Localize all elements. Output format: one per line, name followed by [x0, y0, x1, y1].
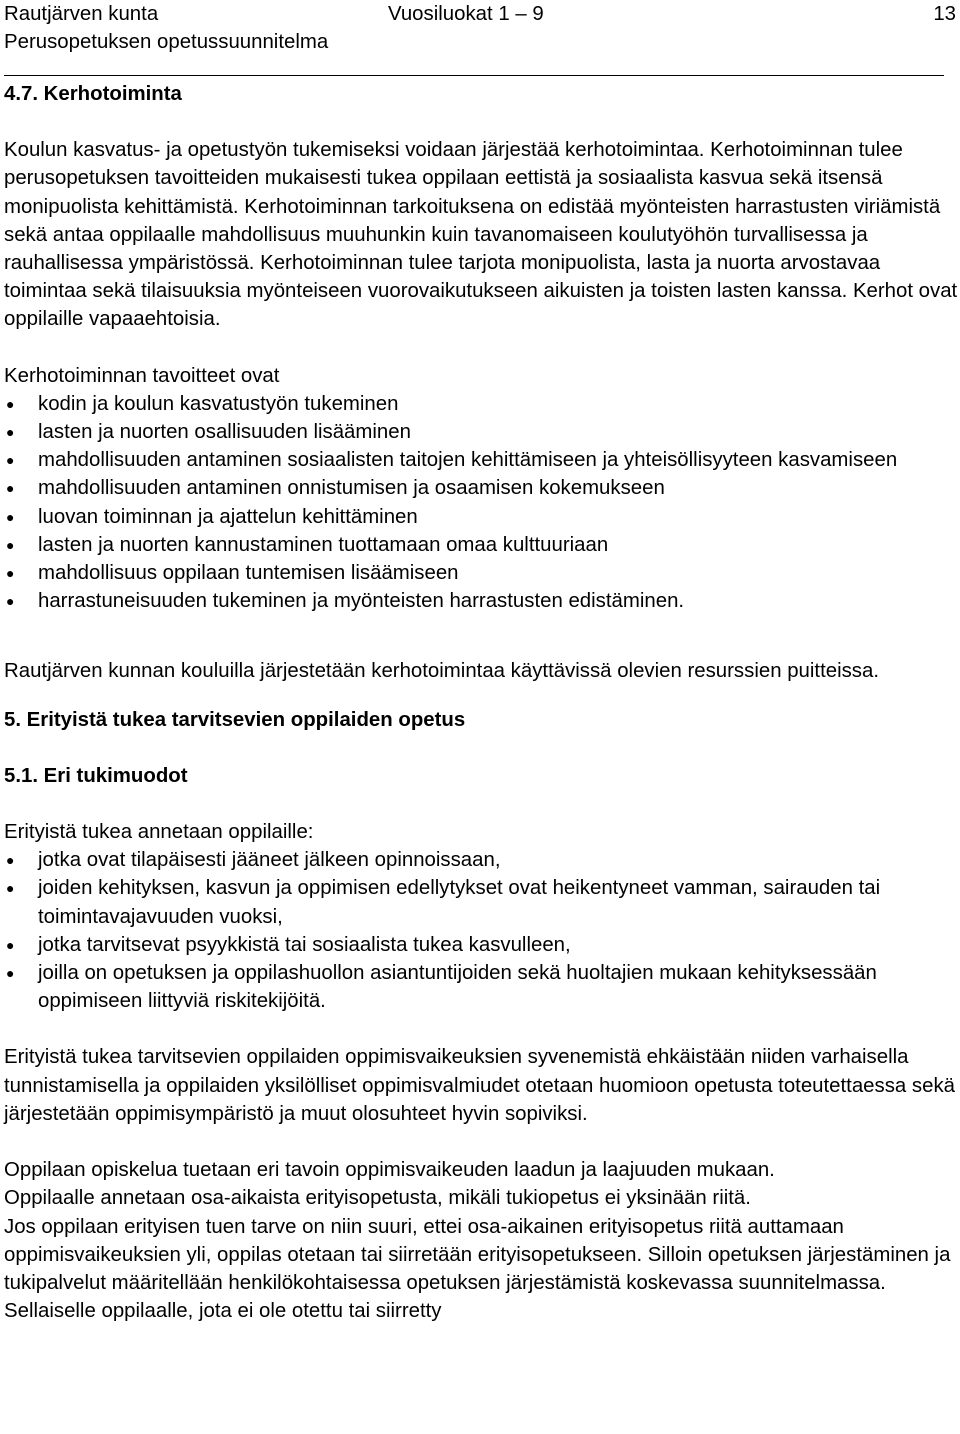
list-item-text: joiden kehityksen, kasvun ja oppimisen edellytykset ovat heikentyneet vamman, sairauden tai toimintavajavuuden vuoksi,: [38, 877, 881, 928]
list-item-text: kodin ja koulun kasvatustyön tukeminen: [38, 392, 399, 415]
spacer: [4, 615, 958, 657]
list-item: [4, 418, 958, 446]
header-left: [4, 0, 328, 56]
list-item: [4, 390, 958, 418]
bullet-icon: ●: [6, 424, 15, 441]
goals-list: [4, 390, 958, 616]
bullet-icon: ●: [6, 593, 15, 610]
list-item: [4, 587, 958, 615]
bullet-icon: ●: [6, 536, 15, 553]
list-item-text: harrastuneisuuden tukeminen ja myönteisten harrastusten edistäminen.: [38, 590, 685, 613]
list-item: [4, 846, 958, 874]
bullet-icon: ●: [6, 480, 15, 497]
bullet-icon: ●: [6, 880, 15, 897]
paragraph-intro: Koulun kasvatus- ja opetustyön tukemiseksi voidaan järjestää kerhotoimintaa. Kerhotoiminnan tulee perusopetuksen tavoitteiden mukaisesti tukea oppilaan eettistä ja sosiaalista kasvua sekä itsensä monipuolista kehittämistä. Kerhotoiminnan tarkoituksena on edistää myönteisten harrastusten viriämistä sekä antaa oppilaalle mahdollisuus muuhunkin kuin tavanomaiseen koulutyöhön turvallisessa ja rauhallisessa ympäristössä. Kerhotoiminnan tulee tarjota monipuolista, lasta ja nuorta arvostavaa toimintaa sekä tilaisuuksia myönteiseen vuorovaikutukseen aikuisten ja toisten lasten kanssa. Kerhot ovat oppilaille vapaaehtoisia.: [4, 139, 958, 331]
list-item-text: mahdollisuus oppilaan tuntemisen lisäämiseen: [38, 562, 459, 585]
list-item-text: lasten ja nuorten kannustaminen tuottamaan omaa kulttuuriaan: [38, 533, 609, 556]
document-page: [4, 0, 958, 1325]
header-plan-title: Perusopetuksen opetussuunnitelma: [4, 31, 329, 54]
bullet-icon: ●: [6, 452, 15, 469]
list-item-text: lasten ja nuorten osallisuuden lisääminen: [38, 421, 411, 444]
list-item: [4, 931, 958, 959]
bullet-icon: ●: [6, 395, 15, 412]
paragraph-support-forms: [4, 1156, 958, 1325]
page-number: 13: [933, 3, 956, 25]
spacer: [4, 686, 958, 706]
list-item: [4, 874, 958, 930]
paragraph-closing: Rautjärven kunnan kouluilla järjestetään kerhotoimintaa käyttävissä olevien resurssien puitteissa.: [4, 660, 880, 683]
paragraph-line: Oppilaan opiskelua tuetaan eri tavoin oppimisvaikeuden laadun ja laajuuden mukaan.: [4, 1159, 775, 1182]
paragraph-early-identification: Erityistä tukea tarvitsevien oppilaiden oppimisvaikeuksien syvenemistä ehkäistään niiden varhaisella tunnistamisella ja oppilaiden yksilölliset oppimisvalmiudet otetaan huomioon opetusta toteutettaessa sekä järjestetään oppimisympäristö ja muut olosuhteet hyvin sopiviksi.: [4, 1046, 955, 1125]
support-list: [4, 846, 958, 1015]
list-item: [4, 959, 958, 1015]
bullet-icon: ●: [6, 965, 15, 982]
list-item: [4, 559, 958, 587]
bullet-icon: ●: [6, 565, 15, 582]
bullet-icon: ●: [6, 936, 15, 953]
support-lead: Erityistä tukea annetaan oppilaille:: [4, 821, 314, 844]
page-header: [4, 0, 958, 80]
header-grades: Vuosiluokat 1 – 9: [388, 3, 544, 25]
list-item-text: mahdollisuuden antaminen onnistumisen ja osaamisen kokemukseen: [38, 477, 665, 500]
bullet-icon: ●: [6, 852, 15, 869]
section-heading-5-1: 5.1. Eri tukimuodot: [4, 764, 188, 787]
goals-lead: Kerhotoiminnan tavoitteet ovat: [4, 364, 280, 387]
header-rule: [4, 75, 944, 76]
spacer: [4, 734, 958, 762]
bullet-icon: ●: [6, 508, 15, 525]
paragraph-line: Oppilaalle annetaan osa-aikaista erityisopetusta, mikäli tukiopetus ei yksinään riitä.: [4, 1187, 751, 1210]
list-item-text: jotka ovat tilapäisesti jääneet jälkeen opinnoissaan,: [38, 849, 501, 872]
section-heading-4-7: 4.7. Kerhotoiminta: [4, 83, 182, 105]
section-heading-5: 5. Erityistä tukea tarvitsevien oppilaiden opetus: [4, 708, 466, 731]
list-item-text: luovan toiminnan ja ajattelun kehittäminen: [38, 505, 418, 528]
header-municipality: Rautjärven kunta: [4, 3, 159, 25]
list-item-text: jotka tarvitsevat psyykkistä tai sosiaalista tukea kasvulleen,: [38, 933, 571, 956]
list-item: [4, 531, 958, 559]
list-item-text: joilla on opetuksen ja oppilashuollon asiantuntijoiden sekä huoltajien mukaan kehityksessään oppimiseen liittyviä riskitekijöitä.: [38, 962, 877, 1013]
list-item: [4, 446, 958, 474]
list-item: [4, 474, 958, 502]
list-item: [4, 503, 958, 531]
paragraph-line: Jos oppilaan erityisen tuen tarve on niin suuri, ettei osa-aikainen erityisopetus riitä auttamaan oppimisvaikeuksien yli, oppilas otetaan tai siirretään erityisopetukseen. Silloin opetuksen järjestäminen ja tukipalvelut määritellään henkilökohtaisessa opetuksen järjestämistä koskevassa suunnitelmassa. Sellaiselle oppilaalle, jota ei ole otettu tai siirretty: [4, 1215, 951, 1323]
list-item-text: mahdollisuuden antaminen sosiaalisten taitojen kehittämiseen ja yhteisöllisyyteen kasvamiseen: [38, 449, 898, 472]
